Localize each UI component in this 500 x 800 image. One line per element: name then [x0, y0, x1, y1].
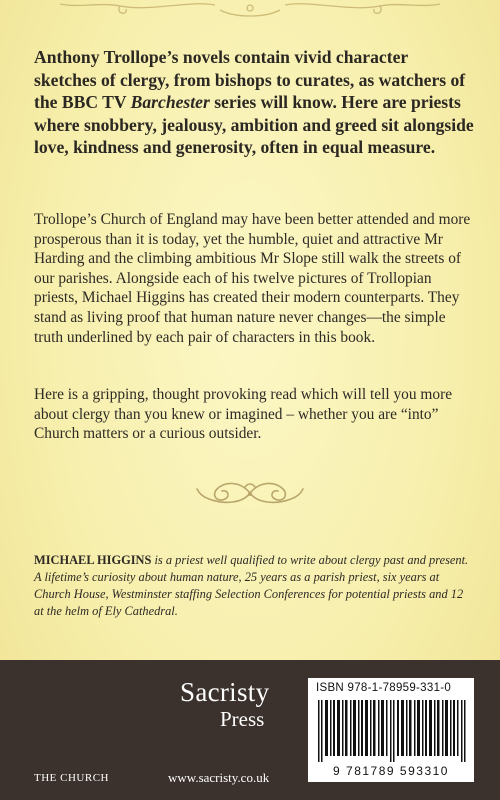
blurb-intro: Anthony Trollope’s novels contain vivid character sketches of clergy, from bishops to curates, as watchers of the BBC TV Barchester series will know. Here are priests where snobbery, jealousy, ambition and greed sit alongside love, kindness and generosity, often in equal measure.: [34, 47, 474, 157]
barcode-icon: [318, 700, 468, 762]
footer-band: [0, 660, 500, 800]
series-title: Barchester: [130, 92, 210, 112]
isbn-label: ISBN 978-1-78959-331-0: [316, 682, 452, 694]
barcode-number: 9 781789 593310: [333, 764, 449, 778]
author-bio: MICHAEL HIGGINS is a priest well qualified to write about clergy past and present. A lifetime’s curiosity about human nature, 25 years as a parish priest, six years at Church House, Westminster staffing Selection Conferences for potential priests and 12 at the helm of Ely Cathedral.: [34, 553, 469, 618]
publisher-logo-line-2: Press: [220, 707, 265, 731]
description-paragraph-1: Trollope’s Church of England may have been better attended and more prosperous than it is today, yet the humble, quiet and attractive Mr Harding and the climbing ambitious Mr Slope still walk the streets of our parishes. Alongside each of his twelve pictures of Trollopian priests, Michael Higgins has created their modern counterparts. They stand as living proof that human nature never changes—the simple truth underlined by each pair of characters in this book.: [34, 211, 471, 346]
description-paragraph-2: Here is a gripping, thought provoking read which will tell you more about clergy than you knew or imagined – whether you are “into” Church matters or a curious outsider.: [34, 386, 453, 443]
author-name: MICHAEL HIGGINS: [34, 553, 152, 567]
barcode-panel: [308, 678, 474, 782]
category-label: THE CHURCH: [34, 772, 109, 784]
ornamental-divider: [195, 475, 305, 511]
publisher-website: www.sacristy.co.uk: [168, 770, 270, 785]
publisher-logo-line-1: Sacristy: [180, 677, 270, 707]
top-border-ornament: [0, 0, 500, 22]
